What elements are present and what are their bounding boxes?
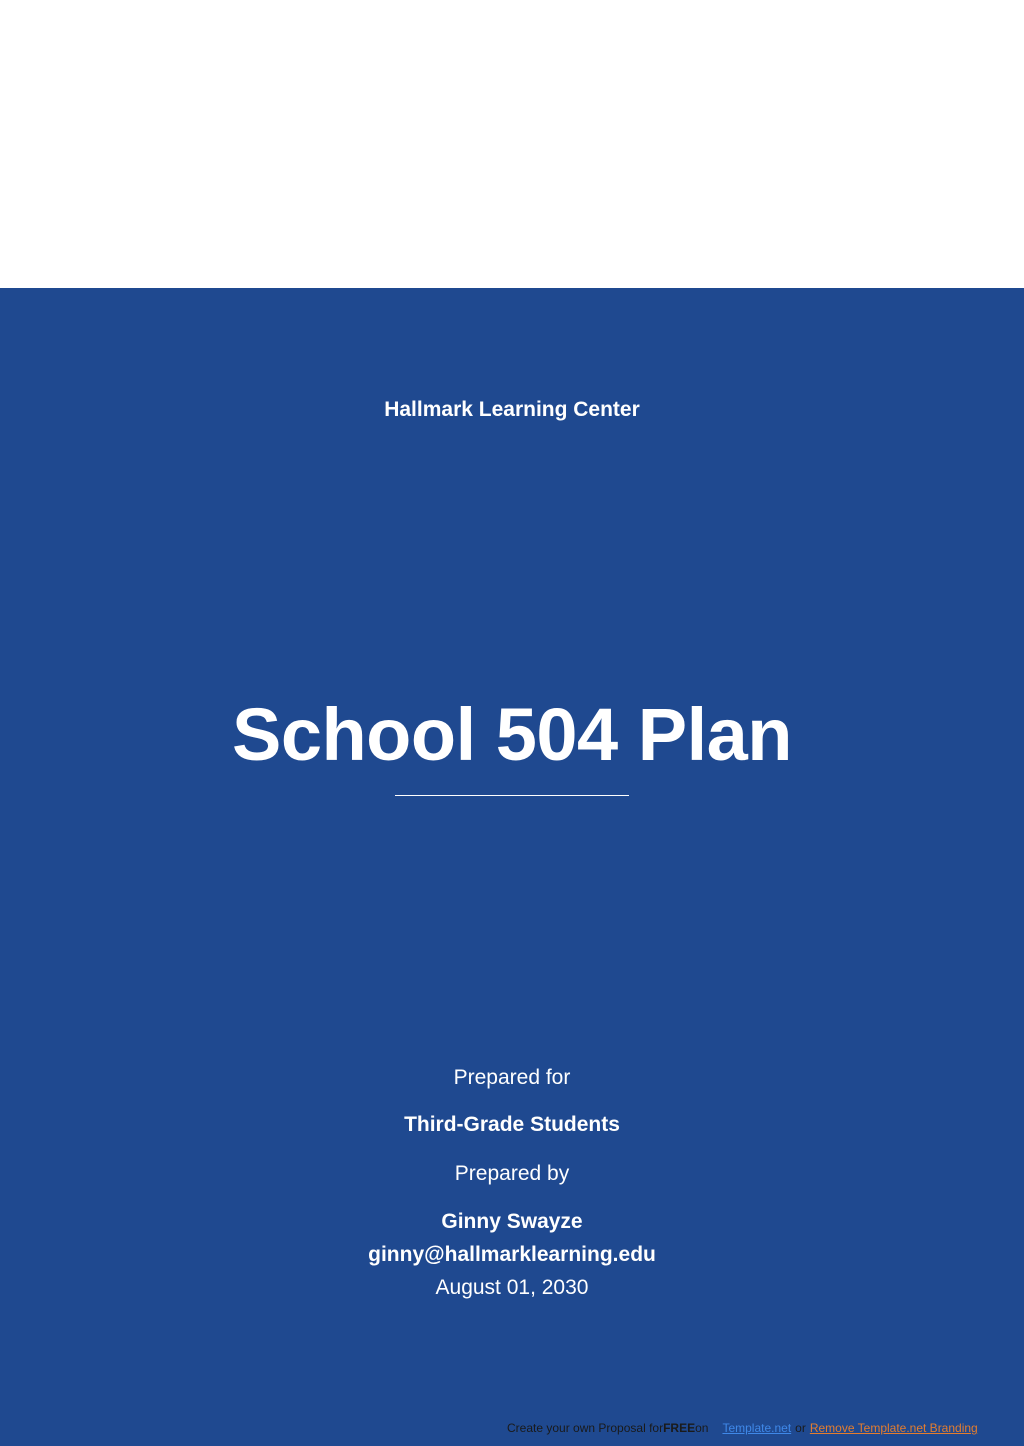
prepared-for-value: Third-Grade Students xyxy=(404,1113,620,1136)
document-date: August 01, 2030 xyxy=(435,1276,589,1299)
remove-branding-link[interactable]: Remove Template.net Branding xyxy=(809,1421,978,1435)
prepared-by-label: Prepared by xyxy=(454,1162,570,1185)
document-title: School 504 Plan xyxy=(231,693,793,776)
author-email: ginny@hallmarklearning.edu xyxy=(368,1243,656,1266)
footer-prefix-text: Create your own Proposal for xyxy=(507,1421,664,1435)
branding-footer xyxy=(507,1420,978,1436)
blank-page-top xyxy=(0,0,1024,288)
footer-or-text: or xyxy=(795,1421,806,1435)
title-divider xyxy=(395,795,629,796)
footer-free-text: FREE xyxy=(663,1421,696,1435)
template-net-link[interactable]: Template.net xyxy=(722,1421,792,1435)
prepared-for-label: Prepared for xyxy=(453,1066,571,1089)
author-name: Ginny Swayze xyxy=(441,1210,583,1233)
cover-panel xyxy=(0,288,1024,1446)
footer-on-text: on xyxy=(695,1421,709,1435)
organization-name: Hallmark Learning Center xyxy=(384,398,640,421)
